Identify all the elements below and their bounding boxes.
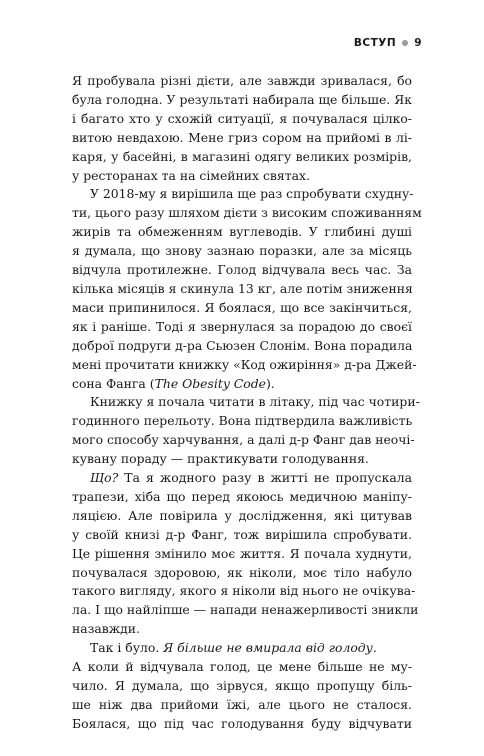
- text-line: Книжку я почала читати в літаку, під час чотири-: [90, 394, 420, 410]
- text-line: Боялася, що під час голодування буду відчувати: [72, 715, 412, 731]
- paragraph-1: [72, 72, 412, 185]
- text-line: ляцією. Але повірила у дослідження, які цитував: [72, 507, 412, 523]
- book-title-english: The Obesity Code: [154, 375, 266, 391]
- text-line: такого вигляду, якого я ніколи від нього не очікува-: [72, 583, 416, 599]
- text-run: Так і було.: [90, 640, 164, 656]
- text-line: У 2018-му я вирішила ще раз спробувати схудну-: [90, 186, 414, 202]
- text-line: як і раніше. Тоді я звернулася за порадою до своєї: [72, 318, 412, 334]
- text-line: годинного перельоту. Вона підтвердила важливість: [72, 413, 413, 429]
- text-line: почувалася здоровою, як ніколи, моє тіло набуло: [72, 564, 412, 580]
- text-run: .: [372, 640, 377, 656]
- text-run: Та я жодного разу в житті не пропускала: [118, 470, 412, 486]
- text-line: Я пробувала різні дієти, але завжди зривалася, бо: [72, 73, 412, 88]
- text-run: ).: [265, 375, 275, 391]
- paragraph-4: [72, 469, 419, 639]
- text-run: сона Фанга (: [72, 375, 155, 391]
- text-line: [72, 639, 412, 658]
- emphasis-hunger: Я більше не вмирала від голоду: [163, 640, 373, 656]
- text-line: кілька місяців я скинула 13 кг, але потім зниження: [72, 280, 413, 296]
- text-line: мого способу харчування, а далі д-р Фанг дав неочі-: [72, 432, 415, 448]
- text-line: чило. Я думала, що зірвуся, якщо пропущу біль-: [72, 678, 412, 693]
- page-number: 9: [414, 37, 422, 49]
- text-line: кувану пораду — практикувати голодування.: [72, 451, 369, 467]
- text-line: була голодна. У результаті набирала ще більше. Як: [72, 91, 412, 107]
- text-line: у своїй книзі д-р Фанг, тож вирішила спробувати.: [72, 526, 412, 542]
- text-line: ти, цього разу шляхом дієти з високим споживанням: [72, 205, 422, 221]
- text-line: і багато хто у схожій ситуації, я почувалася цілко-: [72, 110, 412, 126]
- text-line: назавжди.: [72, 621, 140, 637]
- paragraph-2: [72, 185, 422, 393]
- body-text: [72, 72, 422, 734]
- text-line: ше ніж два прийоми їжі, але цього не сталося.: [72, 696, 412, 712]
- text-line: [72, 375, 412, 394]
- text-line: я думала, що знову зазнаю поразки, але за місяць: [72, 243, 412, 259]
- text-line: маси припинилося. Я боялася, що все закінчиться,: [72, 299, 412, 315]
- text-line: ла. І що найліпше — напади ненажерливості зникли: [72, 602, 419, 618]
- paragraph-3: [72, 393, 420, 469]
- text-line: доброї подруги д-ра Сьюзен Слонім. Вона порадила: [72, 337, 413, 353]
- running-head: [354, 37, 422, 49]
- text-line: у ресторанах та на сімейних святах.: [72, 167, 310, 183]
- text-line: каря, у басейні, в магазині одягу великих розмірів,: [72, 148, 412, 164]
- paragraph-5: [72, 639, 412, 734]
- text-line: відчула протилежне. Голод відчувала весь час. За: [72, 262, 412, 278]
- text-line: А коли й відчувала голод, це мене більше не му-: [72, 659, 412, 675]
- text-line: [72, 469, 412, 488]
- text-line: витою невдахою. Мене гриз сором на прийомі в лі-: [72, 129, 412, 145]
- text-line: жирів та обмеженням вуглеводів. У глибині душі: [72, 224, 412, 240]
- section-title: ВСТУП: [353, 37, 397, 49]
- bullet-dot-icon: [402, 40, 408, 46]
- emphasis-what: Що?: [90, 470, 119, 486]
- text-line: мені прочитати книжку «Код ожиріння» д-ра Джей-: [72, 356, 417, 372]
- text-line: трапези, хіба що перед якоюсь медичною маніпу-: [72, 488, 412, 504]
- text-line: Це рішення змінило моє життя. Я почала худнути,: [72, 545, 412, 561]
